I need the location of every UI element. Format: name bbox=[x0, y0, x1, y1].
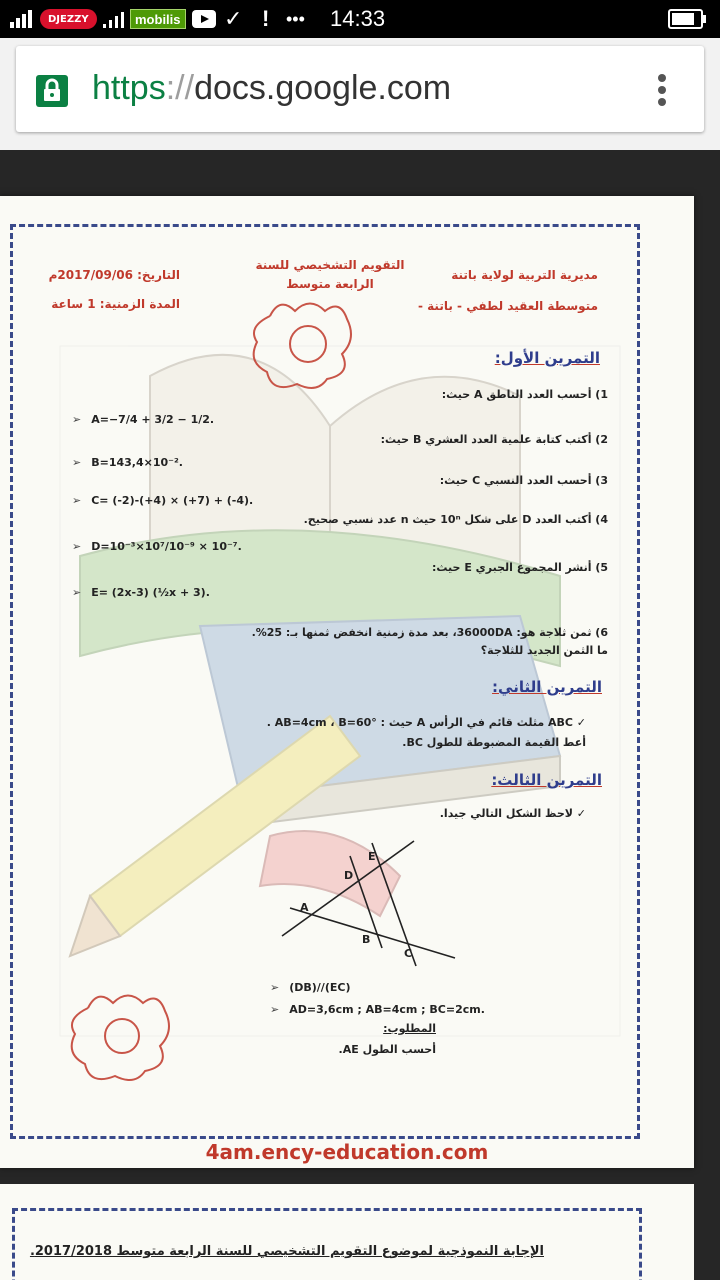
header-school: متوسطة العقيد لطفي - باتنة - bbox=[418, 299, 598, 313]
carrier-mobilis-badge: mobilis bbox=[130, 9, 186, 29]
youtube-icon bbox=[192, 0, 218, 38]
url-host: docs.google.com bbox=[194, 69, 452, 107]
lock-icon[interactable] bbox=[36, 75, 68, 107]
point-c-label: C bbox=[404, 947, 413, 960]
exercise-3-title: التمرين الثالث: bbox=[491, 771, 602, 789]
ex1-question-1: 1) أحسب العدد الناطق A حيث: bbox=[441, 388, 608, 401]
header-date: التاريخ: 2017/09/06م bbox=[48, 268, 180, 282]
expression-c: ➢ C= (-2)-(+4) × (+7) + (-4). bbox=[72, 494, 254, 507]
page-2-title: الإجابة النموذجية لموضوع التقويم التشخيصي للسنة الرابعة متوسط 2017/2018. bbox=[29, 1244, 544, 1259]
expression-a: ➢ A=−7/4 + 3/2 − 1/2. bbox=[72, 413, 215, 426]
document-page-2[interactable] bbox=[0, 1184, 694, 1280]
signal-icon-2 bbox=[102, 0, 128, 38]
clock: 14:33 bbox=[330, 6, 386, 31]
battery-icon bbox=[668, 0, 708, 38]
header-duration: المدة الزمنية: 1 ساعة bbox=[51, 297, 180, 311]
expression-e: ➢ E= (2x-3) (½x + 3). bbox=[72, 586, 210, 599]
more-notifications-icon: ••• bbox=[286, 8, 305, 29]
ex1-question-2: 2) أكتب كتابة علمية العدد العشري B حيث: bbox=[380, 433, 608, 446]
given-1: ➢ (DB)//(EC) bbox=[270, 981, 351, 994]
ex1-question-3: 3) أحسب العدد النسبي C حيث: bbox=[439, 474, 608, 487]
required-title: المطلوب: bbox=[383, 1022, 436, 1035]
overflow-menu-button[interactable] bbox=[644, 72, 680, 108]
address-bar[interactable] bbox=[16, 46, 704, 132]
ex1-question-6b: ما الثمن الجديد للثلاجة؟ bbox=[480, 644, 608, 657]
point-b-label: B bbox=[362, 933, 371, 946]
url-scheme: https bbox=[92, 69, 166, 107]
url-separator: :// bbox=[165, 69, 195, 107]
status-bar bbox=[0, 0, 720, 38]
ex2-line-2: أعط القيمة المضبوطة للطول BC. bbox=[402, 736, 586, 749]
signal-icon bbox=[8, 0, 38, 38]
url-text[interactable] bbox=[92, 68, 451, 108]
expression-b: ➢ B=143,4×10⁻². bbox=[72, 456, 183, 469]
point-e-label: E bbox=[368, 850, 376, 863]
footer-website[interactable]: 4am.ency-education.com bbox=[205, 1140, 489, 1164]
exercise-2-title: التمرين الثاني: bbox=[492, 678, 602, 696]
ex1-question-6: 6) ثمن ثلاجة هو: 36000DA، بعد مدة زمنية انخفض ثمنها بـ: 25%. bbox=[251, 626, 608, 639]
ex1-question-5: 5) أنشر المجموع الجبري E حيث: bbox=[432, 561, 608, 574]
given-2: ➢ AD=3,6cm ; AB=4cm ; BC=2cm. bbox=[270, 1003, 485, 1016]
download-check-icon: ✓ bbox=[224, 6, 243, 31]
ex3-line-1: ✓ لاحظ الشكل التالي جيدا. bbox=[439, 807, 586, 820]
header-directorate: مديرية التربية لولاية باتنة bbox=[451, 268, 598, 282]
carrier-djezzy-badge: DJEZZY bbox=[40, 9, 97, 29]
expression-d: ➢ D=10⁻³×10⁷/10⁻⁹ × 10⁻⁷. bbox=[72, 540, 242, 553]
required-item-1: أحسب الطول AE. bbox=[338, 1043, 436, 1056]
point-a-label: A bbox=[300, 901, 309, 914]
header-title-1: التقويم التشخيصي للسنة bbox=[255, 258, 405, 272]
point-d-label: D bbox=[344, 869, 354, 882]
header-title-2: الرابعة متوسط bbox=[286, 277, 374, 291]
browser-toolbar bbox=[0, 38, 720, 150]
document-page[interactable] bbox=[0, 196, 694, 1168]
exercise-1-title: التمرين الأول: bbox=[494, 349, 600, 367]
ex2-line-1: ✓ ABC مثلث قائم في الرأس A حيث : AB=4cm ، B=60° . bbox=[266, 716, 586, 729]
ex1-question-4: 4) أكتب العدد D على شكل 10ⁿ حيث n عدد نسبي صحيح. bbox=[303, 513, 608, 526]
alert-icon: ! bbox=[262, 6, 270, 31]
